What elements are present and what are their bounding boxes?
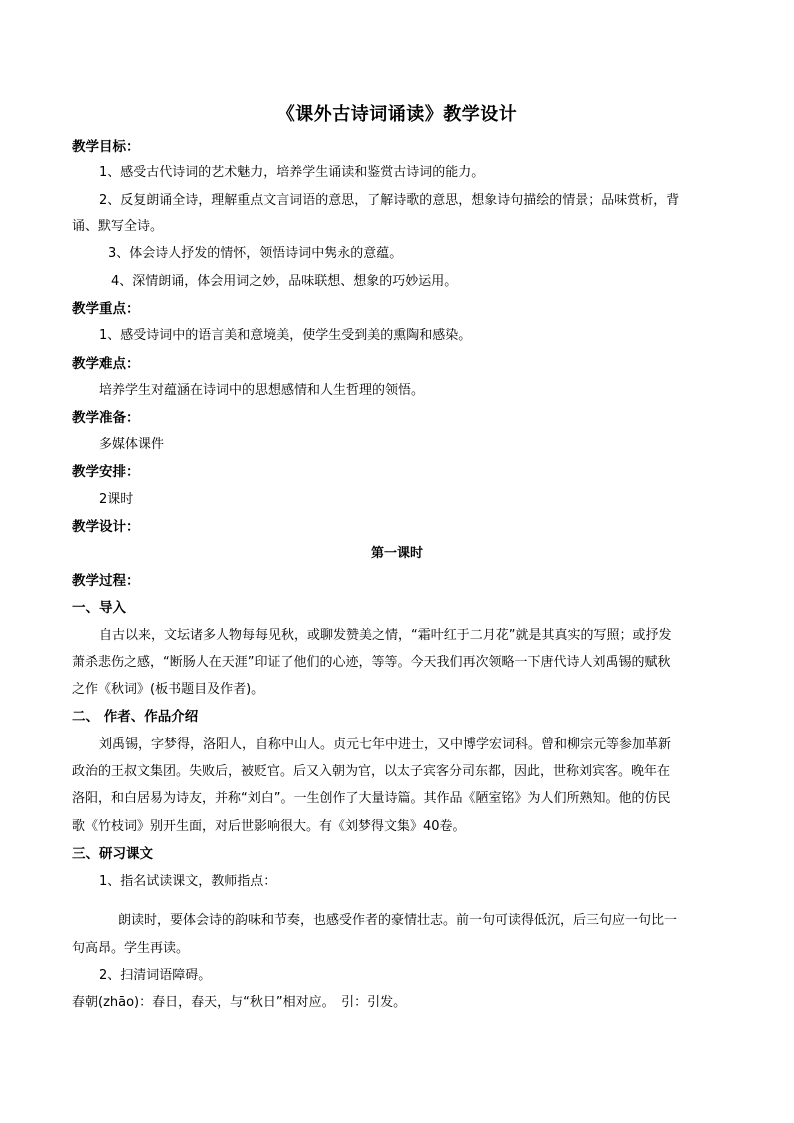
author-para-line-3: 洛阳，和白居易为诗友，并称“刘白”。一生创作了大量诗篇。其作品《陋室铭》为人们所熟知。他的仿民	[72, 791, 671, 806]
author-para-line-2: 政治的王叔文集团。失败后，被贬官。后又入朝为官，以太子宾客分司东都，因此，世称刘宾客。晚年在	[72, 764, 671, 779]
heading-teaching-goals: 教学目标：	[72, 139, 140, 155]
goal-2: 2、反复朗诵全诗，理解重点文言词语的意思，了解诗歌的意思，想象诗句描绘的情景；品味赏析，背	[99, 193, 680, 208]
arrangement-text: 2课时	[99, 492, 134, 507]
difficulty-text: 培养学生对蕴涵在诗词中的思想感情和人生哲理的领悟。	[99, 383, 425, 398]
goal-1: 1、感受古代诗词的艺术魅力，培养学生诵读和鉴赏古诗词的能力。	[99, 165, 485, 180]
reading-note-line-1: 朗读时，要体会诗的韵味和节奏，也感受作者的豪情壮志。前一句可读得低沉，后三句应一句比一	[118, 913, 678, 928]
goal-4: 4、深情朗诵，体会用词之妙，品味联想、想象的巧妙运用。	[111, 274, 458, 289]
intro-para-line-3: 之作《秋词》(板书题目及作者)。	[72, 682, 265, 697]
heading-key-points: 教学重点：	[72, 301, 140, 317]
reading-note-line-2: 句高昂。学生再读。	[72, 941, 190, 956]
intro-para-line-1: 自古以来，文坛诸多人物每每见秋，或聊发赞美之情，“霜叶红于二月花”就是其真实的写照；或抒发	[99, 628, 672, 643]
heading-design: 教学设计：	[72, 519, 140, 535]
goal-3: 3、体会诗人抒发的情怀，领悟诗词中隽永的意蕴。	[108, 246, 403, 261]
section-study-heading: 三、研习课文	[72, 846, 153, 862]
heading-preparation: 教学准备：	[72, 410, 140, 426]
intro-para-line-2: 萧杀悲伤之感，“断肠人在天涯”印证了他们的心迹，等等。今天我们再次领略一下唐代诗人刘禹锡的赋秋	[72, 655, 671, 670]
study-step-1: 1、指名试读课文，教师指点：	[99, 874, 277, 889]
author-para-line-4: 歌《竹枝词》别开生面，对后世影响很大。有《刘梦得文集》40卷。	[72, 819, 466, 834]
key-point-1: 1、感受诗词中的语言美和意境美，使学生受到美的熏陶和感染。	[99, 328, 472, 343]
study-step-2: 2、扫清词语障碍。	[99, 968, 212, 983]
document-title: 《课外古诗词诵读》教学设计	[276, 104, 518, 125]
heading-difficulties: 教学难点：	[72, 356, 140, 372]
section-author-heading: 二、 作者、作品介绍	[72, 709, 199, 725]
preparation-text: 多媒体课件	[99, 437, 165, 452]
heading-process: 教学过程：	[72, 573, 140, 589]
vocabulary-line: 春朝(zhāo)：春日，春天，与“秋日”相对应。 引：引发。	[72, 995, 407, 1010]
author-para-line-1: 刘禹锡，字梦得，洛阳人，自称中山人。贞元七年中进士，又中博学宏词科。曾和柳宗元等参加革新	[99, 737, 672, 752]
lesson-one-heading: 第一课时	[370, 546, 423, 561]
section-intro-heading: 一、导入	[72, 600, 126, 616]
heading-arrangement: 教学安排：	[72, 464, 140, 480]
goal-2-cont: 诵、默写全诗。	[72, 219, 164, 234]
